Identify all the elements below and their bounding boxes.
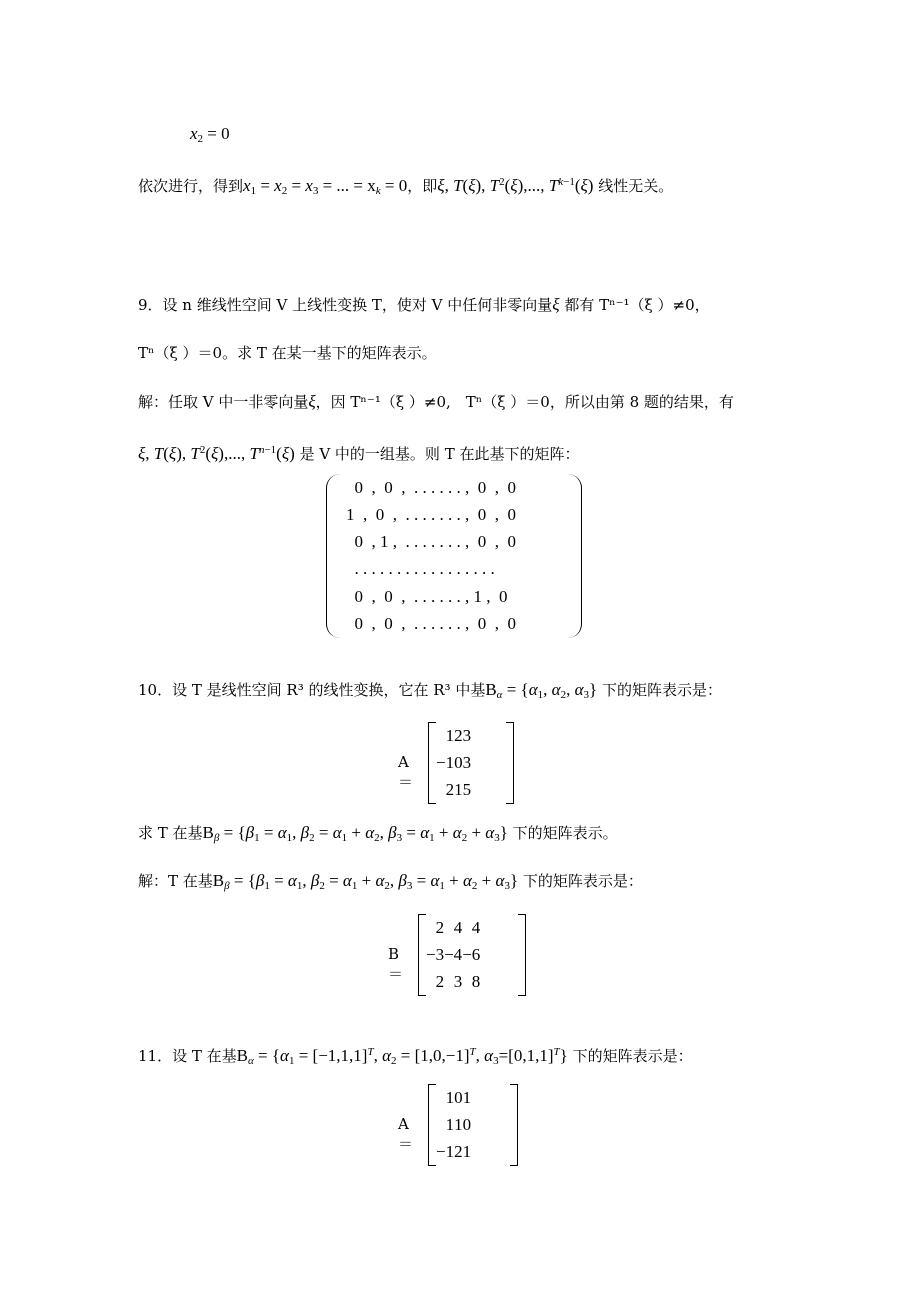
matrix-cell: 8: [471, 971, 481, 991]
matrix-cell: 1: [445, 1114, 455, 1134]
problem-9-statement-2: Tⁿ（ξ ）＝0。求 T 在某一基下的矩阵表示。: [138, 344, 437, 362]
matrix-cell: 2: [454, 1141, 463, 1161]
matrix-label: A＝: [398, 1115, 414, 1153]
matrix-row: 1 , 0 , . . . . . . . , 0 , 0: [346, 505, 516, 524]
matrix-cell: 1: [445, 725, 455, 745]
matrix-cell: −4: [444, 944, 463, 964]
matrix-cell: 1: [454, 1114, 463, 1134]
matrix-cell: −3: [426, 944, 445, 964]
problem-11-statement: 11．设 T 在基$B_\alpha = \{\alpha_1 = [-1,1,1]^T$, $\alpha_2 = [1,0,-1]^T$, $\alpha_3=[0,1,1]^T$} 下的矩阵表示是：: [138, 1046, 693, 1067]
right-bracket: [518, 914, 526, 996]
right-bracket: [510, 1084, 518, 1166]
matrix-row: 0 , 0 , . . . . . . , 1 , 0: [346, 587, 508, 606]
left-bracket: [428, 722, 436, 804]
matrix-label: A＝: [398, 753, 414, 791]
right-bracket: [506, 722, 514, 804]
matrix-cell: 4: [453, 917, 463, 937]
matrix-cell: 2: [445, 779, 455, 799]
matrix-cell: 3: [462, 725, 472, 745]
problem-10-solution: 解：T 在基$B_\beta = \{\beta_1 = \alpha_1$, $\beta_2 = \alpha_1 + \alpha_2$, $\beta_3 = \alpha_1 + \alpha_2 + \alpha_3$} 下的矩阵表示是：: [138, 871, 643, 892]
matrix-cell: 2: [435, 917, 445, 937]
problem-9-statement: 9．设 n 维线性空间 V 上线性变换 T，使对 V 中任何非零向量ξ 都有 Tⁿ⁻¹（ξ ）≠0，: [138, 295, 710, 314]
matrix-row: 0 , 1 , . . . . . . . , 0 , 0: [346, 532, 516, 551]
problem-10-question: 求 T 在基$B_\beta = \{\beta_1 = \alpha_1$, $\beta_2 = \alpha_1 + \alpha_2$, $\beta_3 = \alpha_1 + \alpha_2 + \alpha_3$} 下的矩阵表示。: [138, 823, 618, 844]
matrix-cell: −1: [436, 752, 455, 772]
matrix-cell: 0: [454, 1087, 463, 1107]
left-paren: [326, 474, 341, 638]
matrix-cell: 1: [462, 1087, 472, 1107]
matrix-row: . . . . . . . . . . . . . . . . .: [346, 559, 495, 578]
matrix-table: [426, 914, 480, 995]
equation-x2: $x_2 = 0$: [190, 124, 230, 145]
matrix-table: [436, 1084, 471, 1165]
matrix-table: [436, 722, 471, 803]
matrix-row: 0 , 0 , . . . . . . , 0 , 0: [346, 478, 516, 497]
matrix-cell: 2: [454, 725, 463, 745]
right-paren: [567, 474, 582, 638]
matrix-cell: 5: [462, 779, 472, 799]
matrix-cell: −1: [436, 1141, 455, 1161]
matrix-cell: 3: [453, 971, 463, 991]
matrix-label: B＝: [388, 945, 404, 983]
left-bracket: [418, 914, 426, 996]
matrix-cell: 0: [462, 1114, 472, 1134]
left-bracket: [428, 1084, 436, 1166]
matrix-cell: 1: [445, 1087, 455, 1107]
problem-9-basis: ξ, T(ξ), $T^2(\xi)$,..., $T^{n-1}(\xi)$ 是 V 中的一组基。则 T 在此基下的矩阵：: [138, 444, 580, 463]
matrix-cell: −6: [462, 944, 481, 964]
matrix-cell: 1: [454, 779, 463, 799]
matrix-row: 0 , 0 , . . . . . . , 0 , 0: [346, 614, 516, 633]
problem-9-solution: 解：任取 V 中一非零向量ξ，因 Tⁿ⁻¹（ξ ）≠0, Tⁿ（ξ ）＝0，所以由第 8 题的结果，有: [138, 392, 734, 411]
conclusion-line: 依次进行，得到$x_1 = x_2 = x_3$ = ... = $x_k = 0$，即ξ, T(ξ), $T^2(\xi)$,..., $T^{k-1}(\xi)$ 线性无关。: [138, 176, 674, 197]
shift-matrix: [326, 474, 582, 640]
matrix-cell: 4: [471, 917, 481, 937]
matrix-cell: 3: [462, 752, 472, 772]
problem-10-statement: 10．设 T 是线性空间 R³ 的线性变换，它在 R³ 中基$B_\alpha = \{\alpha_1$, $\alpha_2$, $\alpha_3$} 下的矩阵表示是：: [138, 680, 722, 701]
matrix-cell: 0: [454, 752, 463, 772]
matrix-cell: 1: [462, 1141, 472, 1161]
matrix-cell: 2: [435, 971, 445, 991]
